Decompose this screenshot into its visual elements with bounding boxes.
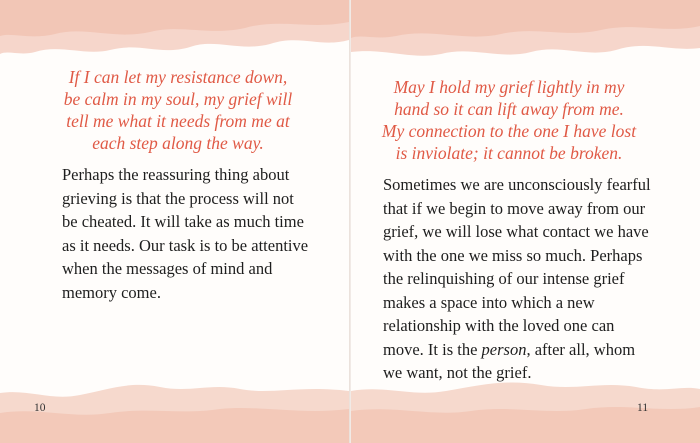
left-page: [0, 0, 349, 443]
body-line: grief, we will lose what contact we have: [383, 222, 649, 241]
body-line: be cheated. It will take as much time: [62, 212, 304, 231]
bottom-watercolor-wash: [0, 363, 349, 443]
body-line: as it needs. Our task is to be attentive: [62, 235, 309, 255]
quote-line: is inviolate; it cannot be broken.: [395, 143, 623, 163]
left-body-paragraph: [62, 163, 320, 304]
body-line: we want, not the grief.: [383, 363, 532, 382]
quote-line: If I can let my resistance down,: [68, 67, 288, 87]
body-line: the relinquishing of our intense grief: [383, 269, 625, 288]
left-quote: [62, 66, 294, 154]
emphasized-word: person: [481, 339, 527, 359]
body-line: memory come.: [62, 282, 161, 302]
page-number: 11: [637, 402, 649, 414]
top-watercolor-wash: [351, 0, 700, 70]
quote-line: May I hold my grief lightly in my: [393, 77, 625, 97]
top-watercolor-wash: [0, 0, 349, 70]
body-line: relationship with the loved one can: [383, 316, 615, 335]
right-body-paragraph: [383, 173, 655, 385]
body-line: with the one we miss so much. Perhaps: [383, 245, 643, 265]
body-line: when the messages of mind and: [62, 259, 273, 278]
body-line: that if we begin to move away from our: [383, 198, 646, 218]
quote-line: tell me what it needs from me at: [66, 111, 290, 131]
body-text-fragment: move. It is the: [383, 339, 482, 359]
body-line-with-emphasis: [383, 340, 635, 359]
body-line: Sometimes we are unconsciously fearful: [383, 175, 651, 194]
quote-line: hand so it can lift away from me.: [394, 99, 624, 119]
right-quote: [370, 76, 648, 164]
body-text-fragment: , after all, whom: [526, 339, 636, 359]
quote-line: be calm in my soul, my grief will: [63, 89, 293, 109]
quote-line: each step along the way.: [92, 133, 264, 153]
body-line: Perhaps the reassuring thing about: [62, 165, 290, 184]
page-number: 10: [34, 402, 46, 414]
body-line: makes a space into which a new: [383, 292, 595, 312]
body-line: grieving is that the process will not: [62, 188, 294, 208]
quote-line: My connection to the one I have lost: [381, 121, 637, 141]
